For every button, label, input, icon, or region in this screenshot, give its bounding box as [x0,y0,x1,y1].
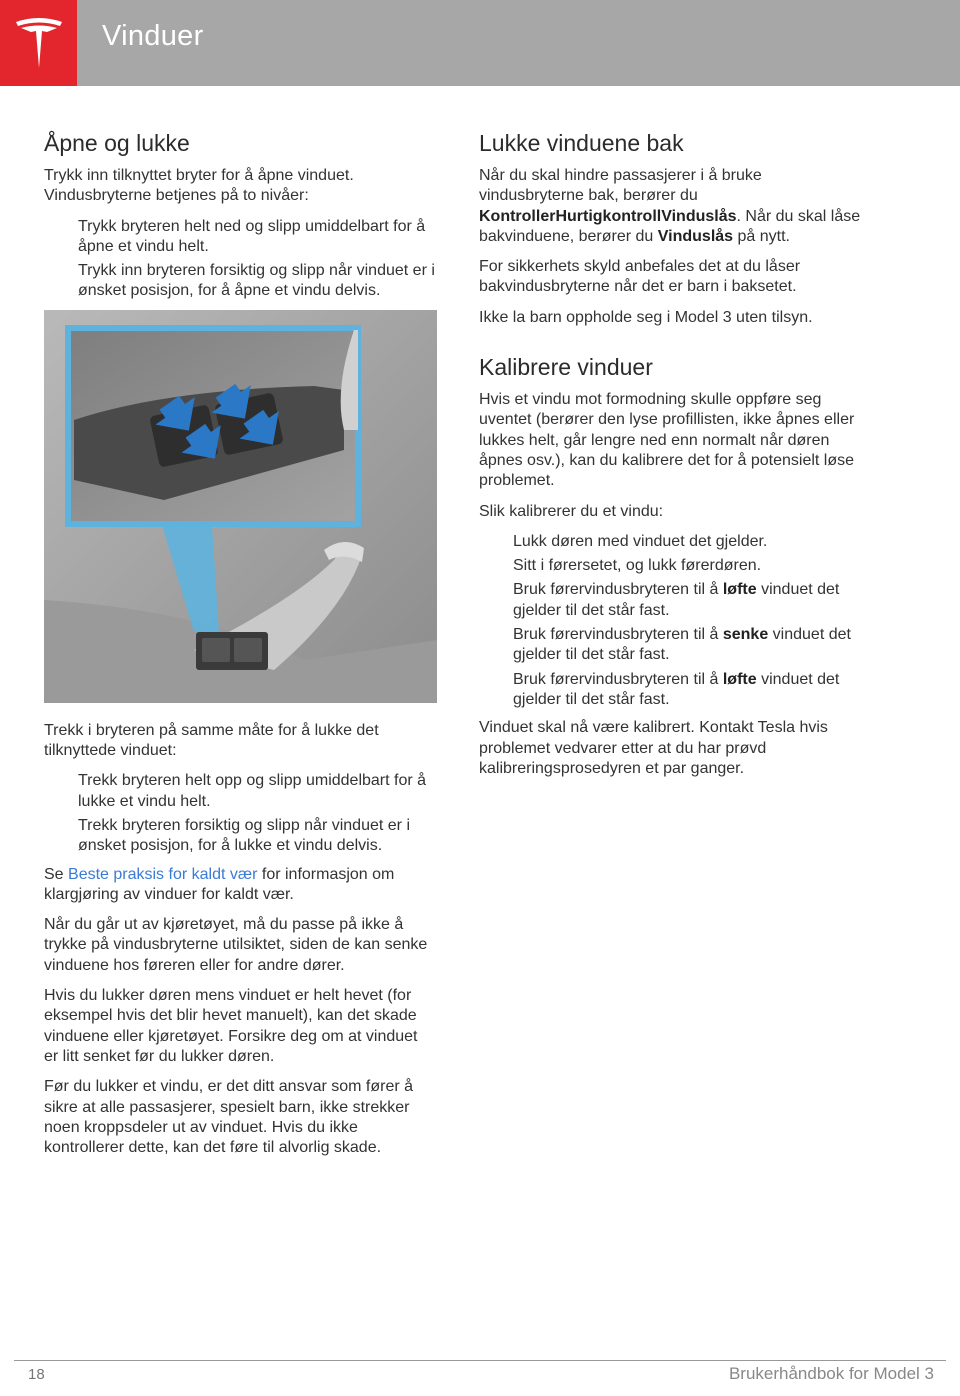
paragraph-door: Hvis du lukker døren mens vinduet er helt hevet (for eksempel hvis det blir hevet manuelt), kan det skade vinduene eller kjøretøyet. Forsikre deg om at vinduet er litt senket før du lukker døren. [44,987,418,1065]
open-steps-list [44,217,436,302]
brand-logo [0,0,77,86]
list-item [513,670,871,711]
see-suffix: for informasjon om klargjøring av vinduer for kaldt vær. [44,865,395,903]
ui-raise: løfte [722,670,757,688]
paragraph-lock [479,166,871,247]
calibrate-steps-list [479,532,871,710]
list-item: Lukk døren med vinduet det gjelder. [513,532,768,550]
section-heading-calibrate: Kalibrere vinduer [479,354,653,381]
list-item [513,625,871,666]
list-item: Trykk bryteren helt ned og slipp umiddelbart for å åpne et vindu helt. [78,217,426,255]
page-title: Vinduer [102,20,204,52]
see-prefix: Se [44,865,69,883]
cold-weather-link[interactable]: Beste praksis for kaldt vær [68,865,258,883]
lock-text-1: Når du skal hindre passasjerer i å bruke vindusbryterne bak, berører du [479,167,762,205]
paragraph-safety: For sikkerhets skyld anbefales det at du låser bakvindusbryterne når det er barn i baksetet. [479,258,801,296]
paragraph-calibrate: Hvis et vindu mot formodning skulle oppføre seg uventet (berører den lyse profillisten, ikke åpnes eller lukkes helt, går lengre ned enn normalt når døren åpnes osv.), kan du kalibrere det for å potensielt løse problemet. [479,391,855,490]
paragraph-responsibility: Før du lukker et vindu, er det ditt ansvar som fører å sikre at alle passasjerer, spesielt barn, ikke strekker noen kroppsdeler ut av vinduet. Hvis du ikke kontrollerer dette, kan det føre til alvorlig skade. [44,1078,414,1157]
step-text: vinduet det gjelder til det står fast. [513,581,840,619]
close-steps-list [44,771,436,856]
step-text: vinduet det gjelder til det står fast. [513,626,851,664]
paragraph-intro: Trykk inn tilknyttet bryter for å åpne vinduet. Vindusbryterne betjenes på to nivåer: [44,167,354,205]
lock-text-2: . Når du skal låse bakvinduene, berører du [479,207,861,245]
paragraph-done: Vinduet skal nå være kalibrert. Kontakt Tesla hvis problemet vedvarer etter at du har prøvd kalibreringsprosedyren et par ganger. [479,719,828,777]
page-number: 18 [28,1366,45,1383]
step-text: Bruk førervindusbryteren til å [513,626,723,644]
ui-lower: senke [722,626,769,644]
list-item: Sitt i førersetet, og lukk førerdøren. [513,557,762,575]
tesla-logo-icon [13,16,65,70]
paragraph-see-also [44,865,436,906]
ui-path-window-lock: KontrollerHurtigkontrollVinduslås [479,207,737,225]
list-item [513,580,871,621]
ui-raise: løfte [722,581,757,599]
page-header [0,0,960,86]
list-item: Trykk inn bryteren forsiktig og slipp når vinduet er i ønsket posisjon, for å åpne et vindu delvis. [78,262,435,300]
paragraph-children: Ikke la barn oppholde seg i Model 3 uten tilsyn. [479,308,813,326]
step-text: Bruk førervindusbryteren til å [513,670,723,688]
list-item: Trekk bryteren helt opp og slipp umiddelbart for å lukke et vindu helt. [78,772,427,810]
right-column [479,128,871,789]
paragraph-how: Slik kalibrerer du et vindu: [479,502,664,520]
section-heading-rear-lock: Lukke vinduene bak [479,130,684,156]
list-item: Trekk bryteren forsiktig og slipp når vinduet er i ønsket posisjon, for å lukke et vindu delvis. [78,816,410,855]
window-switch-illustration [44,310,437,703]
footer-divider [14,1360,946,1361]
step-text: vinduet det gjelder til det står fast. [513,670,840,708]
lock-text-3: på nytt. [733,227,790,245]
section-heading-open-close: Åpne og lukke [44,130,190,156]
left-column [44,128,436,1168]
ui-window-lock: Vinduslås [657,227,734,245]
footer-manual-title: Brukerhåndbok for Model 3 [728,1364,934,1383]
paragraph-leaving: Når du går ut av kjøretøyet, må du passe på ikke å trykke på vindusbryterne utilsiktet, siden de kan senke vinduene hos føreren eller for andre dører. [44,916,428,974]
step-text: Bruk førervindusbryteren til å [513,581,723,599]
paragraph-close-intro: Trekk i bryteren på samme måte for å lukke det tilknyttede vinduet: [44,721,379,760]
